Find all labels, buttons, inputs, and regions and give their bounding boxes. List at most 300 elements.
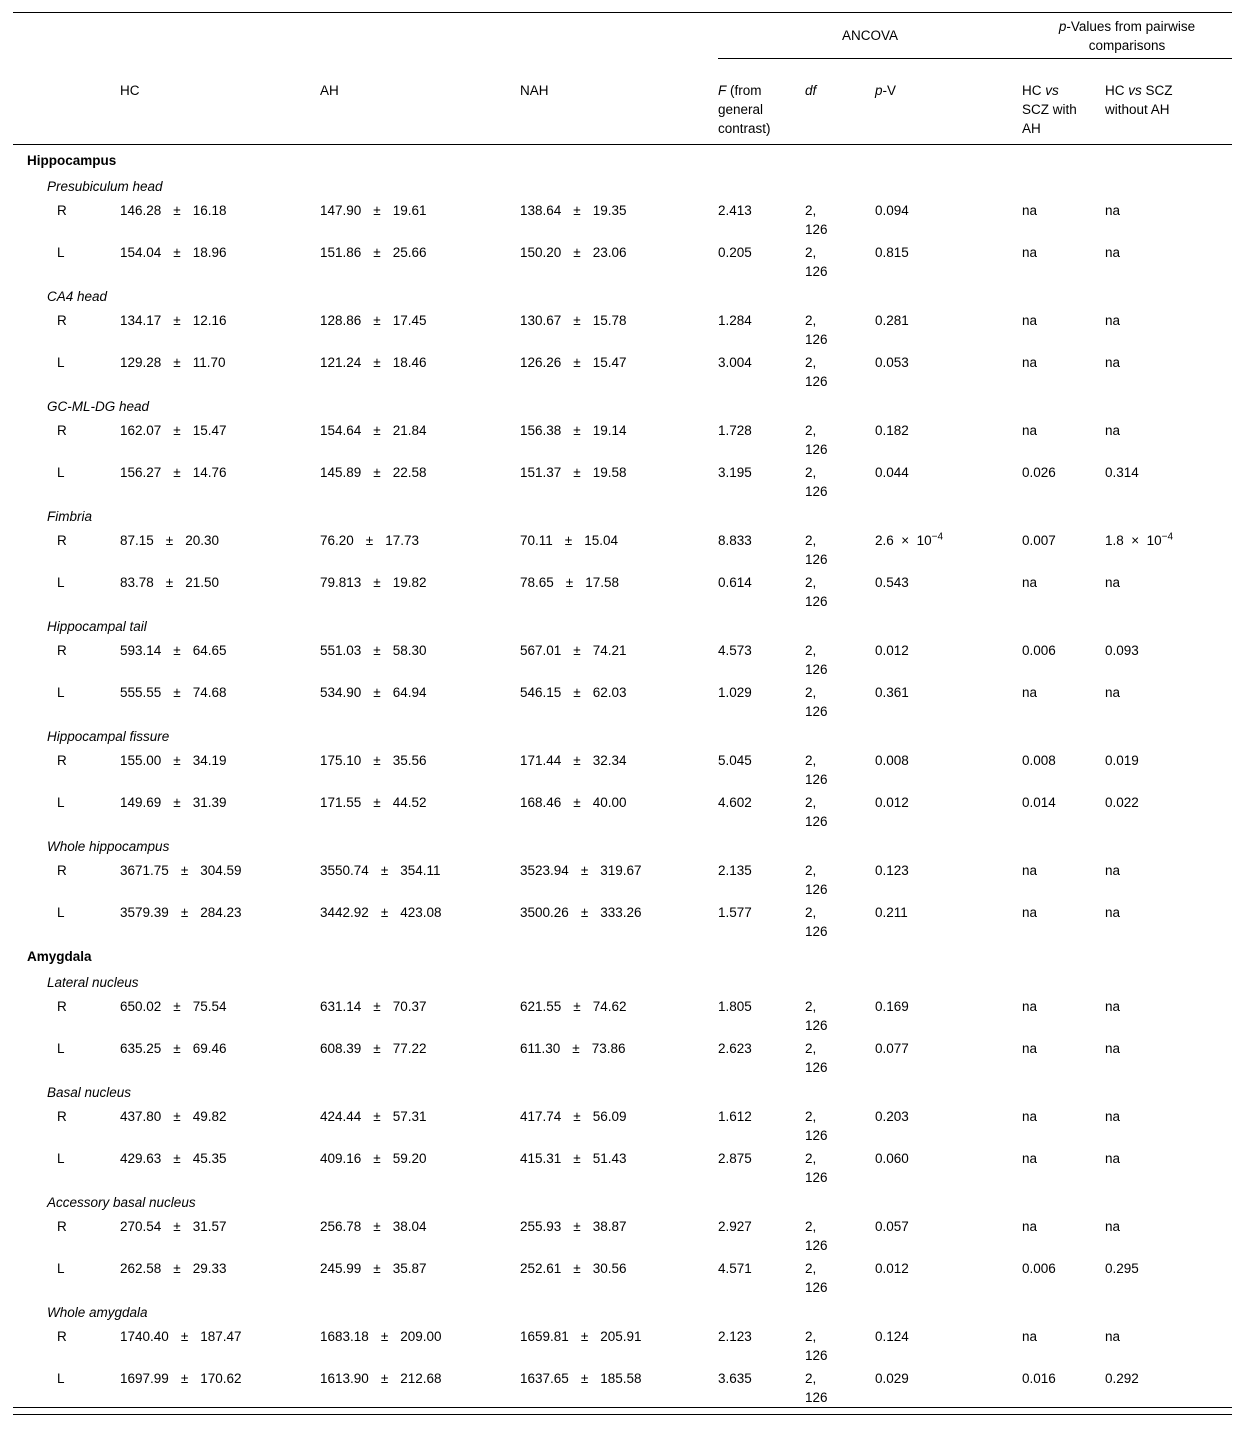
plus-minus: ± [173, 998, 181, 1014]
nah-value [520, 747, 718, 789]
side-label: L [57, 1260, 65, 1276]
f-value: 1.805 [718, 998, 752, 1014]
f-value: 0.614 [718, 574, 752, 590]
mean-value: 126.26 [520, 354, 562, 370]
ah-value [320, 1365, 520, 1408]
sd-value: 170.62 [200, 1370, 242, 1386]
subsection-row [13, 831, 1232, 857]
df-value: 2, 126 [805, 1370, 828, 1405]
col-header-pairwise-without-ah [1105, 59, 1232, 145]
mean-value: 129.28 [120, 354, 162, 370]
plus-minus: ± [373, 998, 381, 1014]
col-header-nah-label: NAH [520, 82, 549, 98]
plus-minus: ± [373, 684, 381, 700]
f-value: 2.927 [718, 1218, 752, 1234]
data-row [13, 307, 1232, 349]
side-label: L [57, 354, 65, 370]
p-value: 0.012 [875, 794, 909, 810]
spanner-spacer [13, 13, 718, 59]
sd-value: 62.03 [592, 684, 627, 700]
sd-value: 319.67 [600, 862, 642, 878]
plus-minus: ± [573, 752, 581, 768]
plus-minus: ± [373, 752, 381, 768]
pv-rest: -V [882, 83, 897, 98]
mean-value: 245.99 [320, 1260, 362, 1276]
subsection-row [13, 501, 1232, 527]
subsection-row [13, 967, 1232, 993]
nah-value [520, 993, 718, 1035]
p-value: 0.060 [875, 1150, 909, 1166]
f-value: 4.571 [718, 1260, 752, 1276]
ah-value [320, 1103, 520, 1145]
p-value: 0.543 [875, 574, 909, 590]
ah-value [320, 307, 520, 349]
side-label: L [57, 684, 65, 700]
pairwise-without-ah-value: na [1105, 904, 1121, 920]
f-value: 3.635 [718, 1370, 752, 1386]
sd-value: 22.58 [392, 464, 427, 480]
subsection-label: Basal nucleus [47, 1084, 132, 1100]
plus-minus: ± [573, 312, 581, 328]
nah-value [520, 527, 718, 569]
mean-value: 3671.75 [120, 862, 169, 878]
sd-value: 70.37 [392, 998, 427, 1014]
mean-value: 1683.18 [320, 1328, 369, 1344]
p-value: 0.124 [875, 1328, 909, 1344]
sd-value: 23.06 [592, 244, 627, 260]
data-row [13, 679, 1232, 721]
plus-minus: ± [564, 532, 573, 548]
f-value: 2.875 [718, 1150, 752, 1166]
subsection-row [13, 1187, 1232, 1213]
plus-minus: ± [580, 904, 589, 920]
p-value: 0.029 [875, 1370, 909, 1386]
ah-value [320, 1035, 520, 1077]
data-row [13, 239, 1232, 281]
plus-minus: ± [373, 354, 381, 370]
df-symbol: df [805, 83, 817, 98]
plus-minus: ± [565, 574, 574, 590]
pairwise-without-ah-value: na [1105, 202, 1121, 218]
subsection-label: Accessory basal nucleus [47, 1194, 196, 1210]
pairwise-with-ah-value: 0.007 [1022, 532, 1056, 548]
mean-value: 175.10 [320, 752, 362, 768]
p-value: 0.012 [875, 642, 909, 658]
plus-minus: ± [373, 642, 381, 658]
plus-minus: ± [380, 1328, 389, 1344]
data-row [13, 197, 1232, 239]
pairwise-label-italic: p [1058, 18, 1067, 34]
hc-value [120, 789, 320, 831]
mean-value: 409.16 [320, 1150, 362, 1166]
col-header-pairwise-with-ah-label [1022, 81, 1080, 138]
mean-value: 156.27 [120, 464, 162, 480]
hc-value [120, 1323, 320, 1365]
ah-value [320, 197, 520, 239]
plus-minus: ± [573, 998, 581, 1014]
plus-minus: ± [373, 1260, 381, 1276]
f-value: 2.413 [718, 202, 752, 218]
hc-value [120, 857, 320, 899]
hc-value [120, 349, 320, 391]
col-header-f-label [718, 81, 780, 138]
df-value: 2, 126 [805, 1328, 828, 1363]
plus-minus: ± [573, 642, 581, 658]
df-value: 2, 126 [805, 998, 828, 1033]
nah-value [520, 679, 718, 721]
pairwise-with-ah-value: na [1022, 354, 1038, 370]
col-header-pv [875, 59, 1022, 145]
plus-minus: ± [173, 752, 181, 768]
mean-value: 650.02 [120, 998, 162, 1014]
pairwise-without-ah-value: na [1105, 312, 1121, 328]
pairwise-with-ah-value: na [1022, 244, 1038, 260]
side-label: R [57, 1108, 67, 1124]
col-header-pairwise-without-ah-label [1105, 81, 1191, 119]
sd-value: 423.08 [400, 904, 442, 920]
data-row [13, 1213, 1232, 1255]
sd-value: 64.65 [192, 642, 227, 658]
plus-minus: ± [365, 532, 374, 548]
mean-value: 171.55 [320, 794, 362, 810]
pairwise-without-ah-value: na [1105, 354, 1121, 370]
pairwise-group-label [1042, 17, 1212, 55]
hc-value [120, 1365, 320, 1408]
f-description: (from general contrast) [718, 83, 771, 136]
nah-value [520, 239, 718, 281]
mean-value: 3579.39 [120, 904, 169, 920]
data-row [13, 459, 1232, 501]
sd-value: 45.35 [192, 1150, 227, 1166]
mean-value: 252.61 [520, 1260, 562, 1276]
section-label: Hippocampus [27, 153, 117, 168]
side-label: L [57, 1040, 65, 1056]
mean-value: 551.03 [320, 642, 362, 658]
plus-minus: ± [573, 202, 581, 218]
data-row [13, 1103, 1232, 1145]
plus-minus: ± [373, 422, 381, 438]
plus-minus: ± [180, 1370, 189, 1386]
data-row [13, 899, 1232, 941]
mean-value: 145.89 [320, 464, 362, 480]
col-header-ah [320, 59, 520, 145]
data-row [13, 1035, 1232, 1077]
mean-value: 567.01 [520, 642, 562, 658]
sd-value: 56.09 [592, 1108, 627, 1124]
pairwise-without-ah-value: na [1105, 1328, 1121, 1344]
pairwise-with-ah-value: na [1022, 312, 1038, 328]
side-label: R [57, 1218, 67, 1234]
sd-value: 30.56 [592, 1260, 627, 1276]
df-value: 2, 126 [805, 684, 828, 719]
data-row [13, 747, 1232, 789]
f-value: 3.195 [718, 464, 752, 480]
sd-value: 49.82 [192, 1108, 227, 1124]
table-body [13, 145, 1232, 1408]
pairwise-with-ah-value: 0.014 [1022, 794, 1056, 810]
pairwise-without-ah-value: na [1105, 998, 1121, 1014]
sd-value: 187.47 [200, 1328, 242, 1344]
pairwise-without-ah-value: na [1105, 1150, 1121, 1166]
nah-value [520, 789, 718, 831]
mean-value: 150.20 [520, 244, 562, 260]
pairwise-with-ah-value: na [1022, 422, 1038, 438]
plus-minus: ± [173, 1150, 181, 1166]
section-label: Amygdala [27, 948, 92, 964]
data-row [13, 789, 1232, 831]
ah-value [320, 349, 520, 391]
p-value: 0.094 [875, 202, 909, 218]
pairwise-with-ah-value: na [1022, 862, 1038, 878]
plus-minus: ± [173, 464, 181, 480]
plus-minus: ± [173, 1040, 181, 1056]
nah-value [520, 857, 718, 899]
nah-value [520, 307, 718, 349]
mean-value: 70.11 [520, 532, 553, 548]
plus-minus: ± [573, 244, 581, 260]
p-value: 0.281 [875, 312, 909, 328]
results-table [13, 12, 1232, 1408]
pairwise-with-ah-value: na [1022, 1040, 1038, 1056]
pairwise-label-rest: -Values from pairwise comparisons [1066, 18, 1196, 53]
plus-minus: ± [573, 794, 581, 810]
pairwise-without-ah-value: na [1105, 244, 1121, 260]
f-value: 4.602 [718, 794, 752, 810]
mean-value: 437.80 [120, 1108, 162, 1124]
pairwise-without-ah-value: 0.295 [1105, 1260, 1139, 1276]
mean-value: 1697.99 [120, 1370, 169, 1386]
hc-value [120, 527, 320, 569]
hc-value [120, 1213, 320, 1255]
f-value: 1.577 [718, 904, 752, 920]
mean-value: 256.78 [320, 1218, 362, 1234]
data-row [13, 569, 1232, 611]
sd-value: 74.68 [192, 684, 227, 700]
data-row [13, 993, 1232, 1035]
p-value: 0.008 [875, 752, 909, 768]
mean-value: 76.20 [320, 532, 354, 548]
sd-value: 40.00 [592, 794, 627, 810]
hc-value [120, 197, 320, 239]
subsection-row [13, 1077, 1232, 1103]
subsection-row [13, 391, 1232, 417]
mean-value: 149.69 [120, 794, 162, 810]
nah-value [520, 1323, 718, 1365]
subsection-label: Presubiculum head [47, 178, 163, 194]
plus-minus: ± [173, 422, 181, 438]
sd-value: 59.20 [392, 1150, 427, 1166]
pairwise-with-ah-value: 0.016 [1022, 1370, 1056, 1386]
pairwise-with-ah-value: na [1022, 998, 1038, 1014]
sd-value: 17.45 [392, 312, 427, 328]
f-value: 3.004 [718, 354, 752, 370]
plus-minus: ± [580, 862, 589, 878]
pairwise-without-ah-value: na [1105, 684, 1121, 700]
pairwise-with-ah-value: na [1022, 1108, 1038, 1124]
df-value: 2, 126 [805, 642, 828, 677]
sd-value: 284.23 [200, 904, 242, 920]
nah-value [520, 1255, 718, 1297]
plus-minus: ± [573, 1260, 581, 1276]
sd-value: 29.33 [192, 1260, 227, 1276]
nah-value [520, 1365, 718, 1408]
nah-value [520, 417, 718, 459]
sd-value: 185.58 [600, 1370, 642, 1386]
sd-value: 12.16 [192, 312, 227, 328]
mean-value: 593.14 [120, 642, 162, 658]
sd-value: 19.14 [592, 422, 627, 438]
ancova-group-header [718, 13, 1022, 59]
ah-value [320, 789, 520, 831]
subsection-label: Lateral nucleus [47, 974, 139, 990]
hc-value [120, 899, 320, 941]
mean-value: 611.30 [520, 1040, 561, 1056]
sd-value: 304.59 [200, 862, 242, 878]
df-value: 2, 126 [805, 1218, 828, 1253]
side-label: R [57, 422, 67, 438]
col-header-region [13, 59, 120, 145]
f-value: 2.123 [718, 1328, 752, 1344]
plus-minus: ± [380, 1370, 389, 1386]
side-label: R [57, 862, 67, 878]
mean-value: 162.07 [120, 422, 162, 438]
plus-minus: ± [373, 1218, 381, 1234]
plus-minus: ± [180, 1328, 189, 1344]
data-row [13, 1323, 1232, 1365]
hc-value [120, 1035, 320, 1077]
p-value: 0.361 [875, 684, 909, 700]
data-row [13, 637, 1232, 679]
plus-minus: ± [573, 684, 581, 700]
sd-value: 19.61 [392, 202, 427, 218]
mean-value: 128.86 [320, 312, 362, 328]
mean-value: 3550.74 [320, 862, 369, 878]
spanner-row [13, 13, 1232, 59]
mean-value: 534.90 [320, 684, 362, 700]
p-value: 0.182 [875, 422, 909, 438]
mean-value: 78.65 [520, 574, 554, 590]
pairwise-without-ah-value: na [1105, 1040, 1121, 1056]
plus-minus: ± [580, 1328, 589, 1344]
side-label: L [57, 244, 65, 260]
p-value: 0.012 [875, 1260, 909, 1276]
plus-minus: ± [165, 574, 174, 590]
data-row [13, 1365, 1232, 1408]
sd-value: 14.76 [192, 464, 227, 480]
plus-minus: ± [373, 1040, 381, 1056]
side-label: R [57, 312, 67, 328]
plus-minus: ± [580, 1370, 589, 1386]
ah-value [320, 459, 520, 501]
ah-value [320, 637, 520, 679]
col-header-nah [520, 59, 718, 145]
hc-value [120, 747, 320, 789]
section-row [13, 941, 1232, 967]
plus-minus: ± [373, 1108, 381, 1124]
plus-minus: ± [173, 1218, 181, 1234]
pairwise-without-ah-value: $1.8 \times 10^{-4}$ [1105, 531, 1174, 548]
mean-value: 87.15 [120, 532, 154, 548]
f-value: 2.623 [718, 1040, 752, 1056]
side-label: L [57, 574, 65, 590]
plus-minus: ± [173, 684, 181, 700]
mean-value: 156.38 [520, 422, 562, 438]
mean-value: 631.14 [320, 998, 362, 1014]
plus-minus: ± [380, 904, 389, 920]
sd-value: 333.26 [600, 904, 642, 920]
pairwise-with-ah-value: na [1022, 904, 1038, 920]
pairwise-without-ah-value: 0.093 [1105, 642, 1139, 658]
plus-minus: ± [173, 1260, 181, 1276]
pairwise-without-ah-value: 0.022 [1105, 794, 1139, 810]
side-label: R [57, 998, 67, 1014]
plus-minus: ± [373, 574, 381, 590]
pairwise-with-ah-value: na [1022, 1328, 1038, 1344]
subsection-label: CA4 head [47, 288, 108, 304]
sd-value: 20.30 [185, 532, 220, 548]
plus-minus: ± [373, 202, 381, 218]
sd-value: 15.78 [592, 312, 627, 328]
p-value: 0.211 [875, 904, 908, 920]
col-header-ah-label: AH [320, 82, 339, 98]
nah-value [520, 1103, 718, 1145]
mean-value: 121.24 [320, 354, 362, 370]
sd-value: 57.31 [392, 1108, 427, 1124]
sd-value: 25.66 [392, 244, 427, 260]
df-value: 2, 126 [805, 574, 828, 609]
pairwise-without-ah-value: 0.292 [1105, 1370, 1139, 1386]
sd-value: 74.62 [592, 998, 627, 1014]
mean-value: 130.67 [520, 312, 562, 328]
plus-minus: ± [173, 642, 181, 658]
data-row [13, 417, 1232, 459]
subsection-row [13, 721, 1232, 747]
pairwise-with-ah-value: na [1022, 684, 1038, 700]
mean-value: 151.86 [320, 244, 362, 260]
sd-value: 18.96 [192, 244, 227, 260]
mean-value: 635.25 [120, 1040, 162, 1056]
sd-value: 15.47 [192, 422, 227, 438]
plus-minus: ± [173, 312, 181, 328]
p-symbol: p [875, 83, 883, 98]
sd-value: 73.86 [591, 1040, 626, 1056]
col-header-f [718, 59, 805, 145]
side-label: L [57, 1370, 65, 1386]
df-value: 2, 126 [805, 862, 828, 897]
mean-value: 3523.94 [520, 862, 569, 878]
f-value: 1.029 [718, 684, 752, 700]
plus-minus: ± [573, 1218, 581, 1234]
sd-value: 212.68 [400, 1370, 442, 1386]
f-value: 1.612 [718, 1108, 752, 1124]
side-label: L [57, 1150, 65, 1166]
pairwise-group-header [1022, 13, 1232, 59]
plus-minus: ± [173, 244, 181, 260]
sd-value: 44.52 [392, 794, 427, 810]
sd-value: 35.87 [392, 1260, 427, 1276]
sd-value: 77.22 [392, 1040, 427, 1056]
mean-value: 168.46 [520, 794, 562, 810]
mean-value: 415.31 [520, 1150, 562, 1166]
pair2-pre: HC [1105, 83, 1129, 98]
hc-value [120, 679, 320, 721]
mean-value: 255.93 [520, 1218, 562, 1234]
side-label: L [57, 464, 65, 480]
nah-value [520, 1145, 718, 1187]
sd-value: 75.54 [192, 998, 227, 1014]
p-value: 0.053 [875, 354, 909, 370]
sd-value: 17.58 [585, 574, 620, 590]
